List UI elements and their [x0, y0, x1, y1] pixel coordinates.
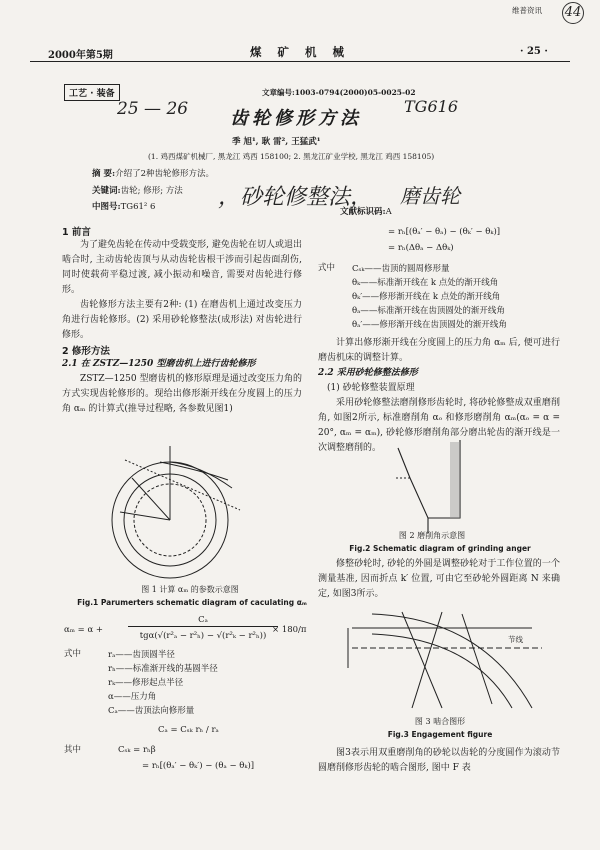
affiliation: (1. 鸡西煤矿机械厂, 黑龙江 鸡西 158100; 2. 黑龙江矿业学校, 黑龙江 鸡西 158105)	[148, 152, 435, 161]
where-label-2: 其中	[64, 745, 82, 755]
definitions-1	[108, 648, 218, 718]
definitions-2	[352, 262, 507, 332]
equation-3b: = rₕ[(θₐ′ − θₖ′) − (θₐ − θₖ)]	[142, 761, 255, 771]
abstract-row	[92, 168, 214, 180]
figure-3-diagram	[332, 608, 552, 718]
keywords-row	[92, 185, 183, 197]
def-alpha: α——压力角	[108, 692, 157, 702]
equation-2: Cₐ = Cₛₖ rₕ / rₐ	[158, 725, 219, 735]
fig1-radius-k	[132, 478, 170, 520]
corner-stamp: 维普资讯	[512, 6, 542, 15]
def-theta-a: θₐ——标准渐开线在齿顶圆处的渐开线角	[352, 306, 505, 316]
section-tag: 工艺 · 装备	[64, 84, 120, 101]
equation-1-numerator: Cₐ	[128, 614, 278, 627]
right-column-2	[318, 557, 560, 602]
section-1-p2: 齿轮修形方法主要有2种: (1) 在磨齿机上通过改变压力角进行齿轮修形。(2) 采用砂轮修整法(成形法) 对齿轮进行修形。	[62, 300, 302, 340]
def-ra: rₐ——齿顶圆半径	[108, 650, 175, 660]
fig1-radius-h	[120, 512, 170, 520]
section-2-2-p2: 修整砂轮时, 砂轮的外圆是调整砂轮对于工作位置的一个测量基准, 因而折点 k′ 位置, 可由它至砂轮外圆距离 N 来确定, 如图3所示。	[318, 559, 560, 599]
header-rule	[30, 61, 570, 62]
section-1-p1: 为了避免齿轮在传动中受载变形, 避免齿轮在切人或退出啮合时, 主动齿轮齿顶与从动齿轮齿根干涉而引起齿面刮伤, 同时使载荷平稳过渡, 减小振动和噪音, 需要对齿轮进行修形。	[62, 240, 302, 295]
clc-row	[92, 201, 155, 213]
section-2-2-p1: 采用砂轮修整法磨削修形齿轮时, 将砂轮修整成双重磨削角, 如图2所示, 标准磨削角 αₒ 和修形磨削角 αₘ(αₒ = α = 20°, αₘ = αₘ), 砂轮修形磨削角部分磨出轮齿的渐开线是一次调整磨削的。	[318, 398, 560, 453]
section-1-title: 1 前言	[62, 227, 91, 238]
section-2-1-end: 计算出修形渐开线在分度圆上的压力角 αₘ 后, 便可进行磨齿机床的调整计算。	[318, 338, 560, 363]
section-2-1-title: 2.1 在 ZSTZ—1250 型磨齿机上进行齿轮修形	[62, 359, 256, 369]
section-2-2-p3: 图3表示用双重磨削角的砂轮以齿轮的分度圆作为滚动节圆磨削修形齿轮的啮合图形, 图中 F 表	[318, 748, 560, 773]
fig3-gear-arc-inner	[372, 634, 512, 708]
keywords-label: 关键词:	[92, 186, 121, 196]
def-rk: rₖ——修形起点半径	[108, 678, 184, 688]
clc-text: TG61² 6	[120, 202, 156, 212]
def-ca: Cₐ——齿顶法向修形量	[108, 706, 195, 716]
left-column	[62, 224, 302, 417]
clc-label: 中图号:	[92, 202, 121, 212]
section-2-2-title: 2.2 采用砂轮修整法修形	[318, 368, 418, 378]
doc-code-label: 文献标识码:	[340, 207, 386, 217]
figure-2-diagram	[390, 438, 470, 538]
keywords-text: 齿轮; 修形; 方法	[120, 186, 183, 196]
equation-3c: = rₕ[(θₐ′ − θₐ) − (θₖ′ − θₖ)]	[388, 227, 501, 237]
equation-1-lhs: αₘ = α +	[64, 625, 104, 635]
def-theta-a-mod: θₐ′——修形渐开线在齿顶圆处的渐开线角	[352, 320, 507, 330]
doc-code-row	[340, 206, 392, 218]
figure-1-caption: 图 1 计算 αₘ 的参数示意图	[141, 585, 239, 594]
def-theta-k-mod: θₖ′——修形渐开线在 k 点处的渐开线角	[352, 292, 501, 302]
fig2-hatching	[450, 442, 460, 518]
section-2-2-subtitle: (1) 砂轮修整装置原理	[327, 383, 415, 393]
fig1-tangent	[125, 460, 240, 510]
handwritten-keywords: ，砂轮修整法，	[218, 185, 373, 210]
right-column-3	[318, 746, 560, 776]
figure-1-caption-en: Fig.1 Parumerters schematic diagram of caculating αₘ	[77, 598, 307, 607]
where-label-1: 式中	[64, 649, 82, 659]
doc-code: A	[385, 207, 392, 217]
equation-3a: Cₛₖ = rₕβ	[118, 745, 156, 755]
header-issue: 2000年第5期	[48, 50, 113, 61]
abstract-text: 介绍了2种齿轮修形方法。	[115, 169, 215, 179]
section-2-title: 2 修形方法	[62, 346, 110, 357]
fig3-tooth-2	[412, 612, 442, 708]
corner-note: 44	[562, 2, 584, 24]
handwritten-code: TG616	[404, 97, 458, 116]
equation-1-factor: × 180/π	[272, 625, 307, 635]
def-rb: rₕ——标准渐开线的基圆半径	[108, 664, 218, 674]
header-page: · 25 ·	[520, 46, 548, 57]
handwritten-keywords-2: 磨齿轮	[400, 184, 460, 208]
header-journal: 煤 矿 机 械	[250, 45, 351, 59]
def-theta-k: θₖ——标准渐开线在 k 点处的渐开线角	[352, 278, 499, 288]
equation-3d: = rₕ(Δθₐ − Δθₖ)	[388, 243, 454, 253]
figure-3-caption: 图 3 啮合图形	[414, 717, 466, 726]
figure-1-diagram	[100, 440, 250, 585]
equation-1-denominator: tgα(√(r²ₐ − r²ₕ) − √(r²ₖ − r²ₕ))	[139, 631, 267, 641]
fig3-tooth-1	[402, 612, 442, 708]
handwritten-pages: 25 — 26	[117, 99, 189, 119]
figure-2-caption: 图 2 磨削角示意图	[398, 531, 466, 540]
section-2-1-paragraph: ZSTZ—1250 型磨齿机的修形原理是通过改变压力角的方式实现齿轮修形的。现给出修形渐开线在分度圆上的压力角 αₘ 的计算式(推导过程略, 各参数见图1)	[62, 374, 302, 414]
figure-3-caption-en: Fig.3 Engagement figure	[387, 730, 493, 739]
def-csk: Cₛₖ——齿顶的圆周修形量	[352, 264, 450, 274]
article-id: 文章编号:1003-0794(2000)05-0025-02	[262, 88, 416, 97]
paper-title: 齿轮修形方法	[230, 108, 362, 129]
where-label-3: 式中	[318, 263, 336, 273]
figure-3-label: 节线	[508, 635, 523, 644]
figure-2-caption-en: Fig.2 Schematic diagram of grinding anger	[349, 544, 531, 553]
abstract-label: 摘 要:	[92, 169, 116, 179]
authors: 季 旭¹, 耿 雷², 王猛武¹	[232, 137, 321, 147]
